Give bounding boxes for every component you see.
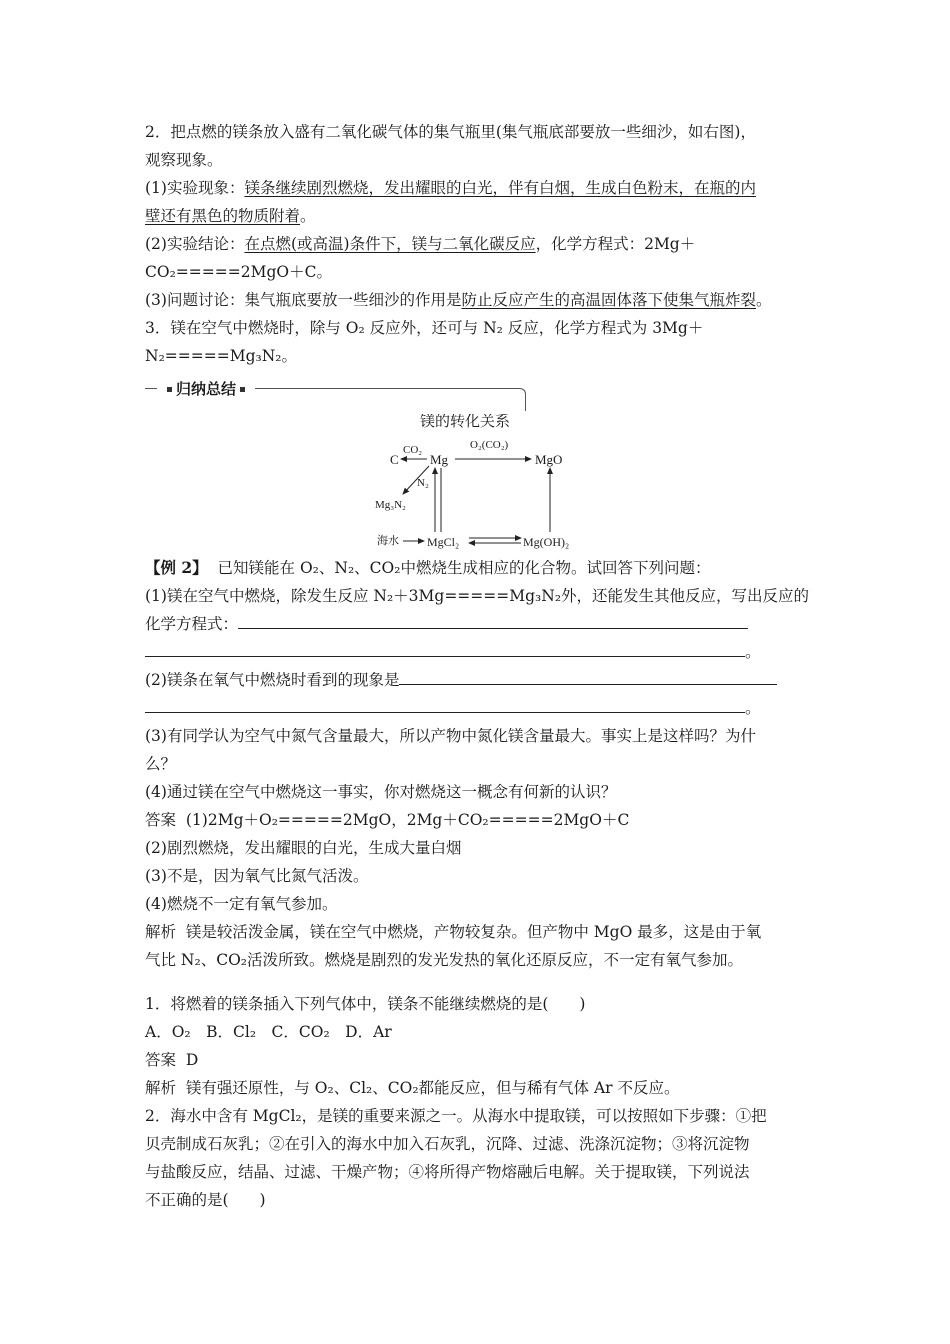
q1-answer-blank bbox=[238, 611, 748, 629]
practice-analysis-label: 解析 bbox=[145, 1079, 177, 1097]
analysis-label: 解析 bbox=[145, 923, 177, 941]
practice-q1-options: A．O₂ B．Cl₂ C．CO₂ D．Ar bbox=[145, 1023, 392, 1041]
q2-line-b bbox=[145, 694, 810, 722]
answer-label: 答案 bbox=[145, 811, 177, 829]
square-bullet-icon bbox=[240, 387, 245, 392]
analysis-line-b: 气比 N₂、CO₂活泼所致。燃烧是剧烈的发光发热的氧化还原反应，不一定有氧气参加。 bbox=[145, 951, 743, 969]
conclusion-answer: 在点燃(或高温)条件下，镁与二氧化碳反应 bbox=[244, 235, 536, 253]
conclusion-line bbox=[145, 230, 810, 258]
conclusion-equation: CO₂=====2MgO＋C。 bbox=[145, 263, 332, 281]
q1-prompt: 化学方程式： bbox=[145, 615, 239, 633]
phenomenon-label: (1)实验现象： bbox=[145, 179, 245, 197]
sec2-line1: 2．把点燃的镁条放入盛有二氧化碳气体的集气瓶里(集气瓶底部要放一些细沙，如右图)， bbox=[145, 123, 756, 141]
phenomenon-end: 。 bbox=[300, 207, 316, 225]
diagram-svg bbox=[365, 414, 605, 554]
phenomenon-line-b bbox=[145, 202, 810, 230]
node-mg3n2: Mg₃N₂ bbox=[375, 499, 406, 511]
practice-q2-d: 不正确的是( ) bbox=[145, 1191, 266, 1209]
q2-period: 。 bbox=[745, 699, 761, 717]
practice-analysis: 镁有强还原性，与 O₂、Cl₂、CO₂都能反应，但与稀有气体 Ar 不反应。 bbox=[185, 1079, 680, 1097]
analysis-text-a: 镁是较活泼金属，镁在空气中燃烧，产物较复杂。但产物中 MgO 最多，这是由于氧 bbox=[185, 923, 762, 941]
conclusion-label: (2)实验结论： bbox=[145, 235, 245, 253]
square-bullet-icon bbox=[167, 387, 172, 392]
discussion-line bbox=[145, 286, 810, 314]
diagram-title: 镁的转化关系 bbox=[420, 414, 511, 430]
discussion-answer: 防止反应产生的高温固体落下使集气瓶炸裂 bbox=[461, 291, 756, 309]
answer-line-1 bbox=[145, 806, 810, 834]
sec3-line2: N₂=====Mg₃N₂。 bbox=[145, 347, 297, 365]
q2-prompt: (2)镁条在氧气中燃烧时看到的现象是 bbox=[145, 671, 400, 689]
discussion-label: (3)问题讨论：集气瓶底要放一些细沙的作用是 bbox=[145, 291, 462, 309]
sec3-line1: 3．镁在空气中燃烧时，除与 O₂ 反应外，还可与 N₂ 反应，化学方程式为 3Mg＋ bbox=[145, 319, 704, 337]
analysis-line-a bbox=[145, 918, 810, 946]
answer-1: (1)2Mg＋O₂=====2MgO，2Mg＋CO₂=====2MgO＋C bbox=[185, 811, 630, 829]
example2-label: 【例 2】 bbox=[145, 558, 208, 577]
answer-line-4: (4)燃烧不一定有氧气参加。 bbox=[145, 895, 338, 913]
phenomenon-answer-b: 壁还有黑色的物质附着 bbox=[145, 207, 301, 225]
q4-line: (4)通过镁在空气中燃烧这一事实，你对燃烧这一概念有何新的认识？ bbox=[145, 783, 617, 801]
q2-line-a bbox=[145, 666, 810, 694]
answer-line-2: (2)剧烈燃烧，发出耀眼的白光，生成大量白烟 bbox=[145, 839, 462, 857]
magnesium-diagram bbox=[145, 414, 810, 554]
conclusion-rest: ，化学方程式：2Mg＋ bbox=[535, 235, 696, 253]
practice-answer-line bbox=[145, 1046, 810, 1074]
discussion-end: 。 bbox=[755, 291, 772, 309]
node-mg: Mg bbox=[430, 452, 449, 467]
practice-q2-c: 与盐酸反应，结晶、过滤、干燥产物；④将所得产物熔融后电解。关于提取镁，下列说法 bbox=[145, 1163, 750, 1181]
q2-answer-blank bbox=[399, 667, 777, 685]
edge-co2: CO₂ bbox=[403, 444, 423, 456]
q1-period: 。 bbox=[745, 643, 761, 661]
edge-n2: N₂ bbox=[417, 477, 429, 489]
practice-analysis-line bbox=[145, 1074, 810, 1102]
practice-q1: 1．将燃着的镁条插入下列气体中，镁条不能继续燃烧的是( ) bbox=[145, 995, 586, 1013]
q1-answer-blank-2 bbox=[145, 639, 745, 657]
spacer bbox=[145, 974, 810, 990]
practice-q2-b: 贝壳制成石灰乳；②在引入的海水中加入石灰乳，沉降、过滤、洗涤沉淀物；③将沉淀物 bbox=[145, 1135, 750, 1153]
q2-answer-blank-2 bbox=[145, 695, 745, 713]
practice-answer: D bbox=[185, 1051, 199, 1069]
summary-tag-text: 归纳总结 bbox=[176, 380, 237, 398]
practice-q2-a: 2．海水中含有 MgCl₂，是镁的重要来源之一。从海水中提取镁，可以按照如下步骤：①把 bbox=[145, 1107, 767, 1125]
node-c: C bbox=[390, 452, 399, 467]
document-page bbox=[145, 118, 810, 1214]
answer-line-3: (3)不是，因为氧气比氮气活泼。 bbox=[145, 867, 369, 885]
example2-intro-line bbox=[145, 554, 810, 582]
q1-line-a: (1)镁在空气中燃烧，除发生反应 N₂＋3Mg=====Mg₃N₂外，还能发生其他反应，写出反应的 bbox=[145, 587, 810, 605]
summary-header bbox=[145, 378, 810, 414]
node-seawater: 海水 bbox=[377, 535, 399, 547]
phenomenon-line-a bbox=[145, 174, 810, 202]
node-mgcl2: MgCl₂ bbox=[427, 535, 460, 549]
sec2-line2: 观察现象。 bbox=[145, 151, 223, 169]
q1-line-c bbox=[145, 638, 810, 666]
summary-tag bbox=[157, 378, 255, 400]
node-mgoh2: Mg(OH)₂ bbox=[523, 535, 570, 549]
q3-line-b: 么？ bbox=[145, 755, 177, 773]
example2-intro: 已知镁能在 O₂、N₂、CO₂中燃烧生成相应的化合物。试回答下列问题： bbox=[217, 559, 711, 577]
edge-o2co2: O₂(CO₂) bbox=[470, 439, 509, 451]
node-mgo: MgO bbox=[535, 452, 563, 467]
q3-line-a: (3)有同学认为空气中氮气含量最大，所以产物中氮化镁含量最大。事实上是这样吗？为什 bbox=[145, 727, 756, 745]
q1-line-b bbox=[145, 610, 810, 638]
phenomenon-answer-a: 镁条继续剧烈燃烧，发出耀眼的白光，伴有白烟，生成白色粉末，在瓶的内 bbox=[244, 179, 756, 197]
practice-answer-label: 答案 bbox=[145, 1051, 177, 1069]
